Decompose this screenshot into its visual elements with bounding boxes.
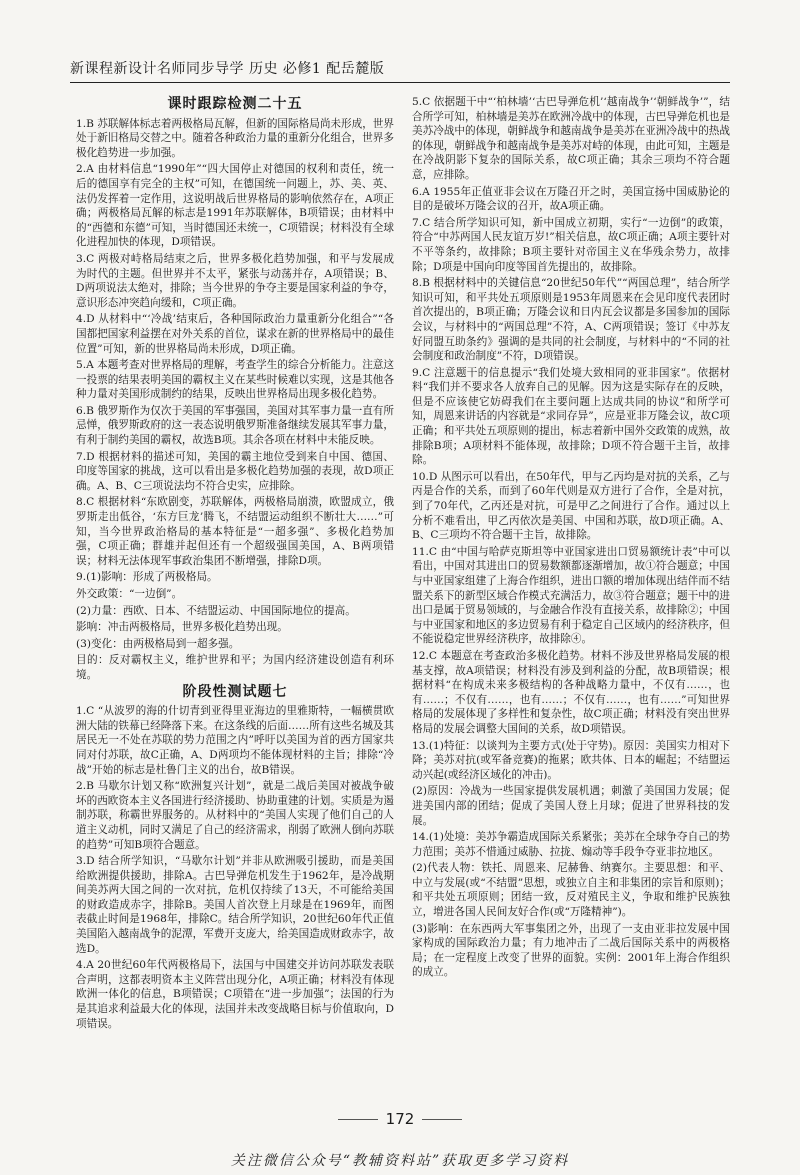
footer-note: 关注微信公众号“教辅资料站”获取更多学习资料 — [230, 1153, 570, 1169]
answer-item: 1.C “从波罗的海的什切青到亚得里亚海边的里雅斯特，一幅横贯欧洲大陆的铁幕已经降落下来。在这条线的后面……所有这些名城及其居民无一不处在苏联的势力范围之内”呼吁以美国为首的西方国家共同对付苏联，故C正确，A、D两项均不能体现材料的主旨；排除“冷战”开始的标志是杜鲁门主义的出台，故B错误。 — [76, 705, 394, 776]
page-number — [0, 1110, 800, 1128]
answer-item: 外交政策：“一边倒”。 — [76, 588, 183, 600]
answer-item: 3.C 两极对峙格局结束之后，世界多极化趋势加强，和平与发展成为时代的主题。但世界并不太平，紧张与动荡并存，A项错误；B、D两项说法太绝对，排除；当今世界的争夺主要是国家利益的争夺，意识形态冲突趋向缓和，C项正确。 — [76, 252, 394, 309]
page-number-dash-left — [338, 1119, 378, 1120]
answer-item: (3)影响：在东西两大军事集团之外，出现了一支由亚非拉发展中国家构成的国际政治力量；有力地冲击了二战后国际关系中的两极格局；在一定程度上改变了世界的面貌。实例：2001年上海合作组织的成立。 — [412, 922, 730, 979]
page-number-dash-right — [422, 1119, 462, 1120]
answer-item: 影响：冲击两极格局，世界多极化趋势出现。 — [76, 621, 288, 634]
answer-item: 4.D 从材料中“‘冷战’结束后，各种国际政治力量重新分化组合”“各国都把国家利益摆在对外关系的首位，谋求在新的世界格局中的最佳位置”可知，新的世界格局尚未形成，D项正确。 — [76, 313, 394, 355]
answer-item: (2)力量：西欧、日本、不结盟运动、中国国际地位的提高。 — [76, 604, 356, 617]
answer-item: 5.A 本题考查对世界格局的理解，考查学生的综合分析能力。注意这一投票的结果表明美国的霸权主义在某些时候难以实现，这是其他各种力量对美国形成制约的结果，反映出世界格局出现多极化趋势。 — [76, 359, 394, 401]
answer-item: 8.B 根据材料中的关键信息“20世纪50年代”“两国总理”，结合所学知识可知，和平共处五项原则是1953年周恩来在会见印度代表团时首次提出的，B项正确；万隆会议和日内瓦会议都是多国参加的国际会议，与材料中的“两国总理”不符，A、C两项错误；签订《中苏友好同盟互助条约》强调的是共同的社会制度，与材料中的“不同的社会制度和政治制度”不符，D项错误。 — [412, 277, 730, 363]
section-title-2: 阶段性测试题七 — [182, 683, 288, 700]
answer-item: 5.C 依据题干中“‘柏林墙’‘古巴导弹危机’‘越南战争’‘朝鲜战争’”，结合所学可知，柏林墙是美苏在欧洲冷战中的体现，古巴导弹危机也是美苏冷战中的体现，朝鲜战争和越南战争是美苏在亚洲冷战中的热战的体现，朝鲜战争和越南战争是美苏对峙的体现，由此可知，主题是在冷战阴影下复杂的国际关系，故C项正确；其余三项均不符合题意，应排除。 — [412, 96, 730, 181]
answer-item: 2.B 马歇尔计划又称“欧洲复兴计划”，就是二战后美国对被战争破坏的西欧资本主义各国进行经济援助、协助重建的计划。实质是为遏制苏联，称霸世界服务的。从材料中的“美国人实现了他们自己的人道主义动机，同时又满足了自己的经济需求，削弱了欧洲人倒向苏联的趋势”可知B项符合题意。 — [76, 780, 394, 851]
answer-item: 7.D 根据材料的描述可知，美国的霸主地位受到来自中国、德国、印度等国家的挑战，这可以看出是多极化趋势加强的表现，故D项正确。A、B、C三项说法均不符合史实，应排除。 — [76, 450, 394, 492]
answer-item: 14.(1)处境：美苏争霸造成国际关系紧张；美苏在全球争夺自己的势力范围；美苏不惜通过威胁、拉拢、煽动等手段争夺亚非拉地区。 — [412, 831, 730, 858]
answer-item: 13.(1)特征：以谈判为主要方式(处于守势)。原因：美国实力相对下降；美苏对抗(或军备竞赛)的拖累；欧共体、日本的崛起；不结盟运动兴起(或经济区域化的冲击)。 — [412, 739, 730, 781]
answer-item: (3)变化：由两极格局到一超多强。 — [76, 637, 240, 650]
page-header — [70, 58, 730, 83]
answer-item: 10.D 从图示可以看出，在50年代，甲与乙丙均是对抗的关系，乙与丙是合作的关系，而到了60年代则是双方进行了合作，全是对抗，到了70年代，乙丙还是对抗，可是甲乙之间进行了合作。通过以上分析不难看出，甲乙丙依次是美国、中国和苏联，故D项正确。A、B、C三项均不符合题干主旨，故排除。 — [412, 470, 730, 542]
section-title-1: 课时跟踪检测二十五 — [167, 96, 303, 112]
page-number-text: 172 — [385, 1110, 415, 1128]
answer-item: 6.A 1955年正值亚非会议在万隆召开之时，美国宣扬中国威胁论的目的是破坏万隆会议的召开，故A项正确。 — [412, 185, 730, 213]
answer-item: 12.C 本题意在考查政治多极化趋势。材料不涉及世界格局发展的根基支撑，故A项错误；材料没有涉及到利益的分配，故B项错误；根据材料“在构成未来多极结构的各种战略力量中，不仅有……，也有……；不仅有……，也有……；不仅有……，也有……”可知世界格局的发展体现了多样性和复杂性，故C项正确；材料没有突出世界格局的发展会调整大国间的关系，故D项错误。 — [412, 649, 730, 735]
answer-item: 4.A 20世纪60年代两极格局下，法国与中国建交并访问苏联发表联合声明，这都表明资本主义阵营出现分化，A项正确；材料没有体现欧洲一体化的信息，B项错误；C项错在“进一步加强”；法国的行为是其追求利益最大化的体现，法国并未改变战略目标与价值取向，D项错误。 — [76, 959, 394, 1030]
answer-item: 9.C 注意题干的信息提示“我们处境大致相同的亚非国家”。依据材料“我们并不要求各人放弃自己的见解。因为这是实际存在的反映，但是不应该使它妨碍我们在主要问题上达成共同的协议”和所学可知，周恩来讲话的内容就是“求同存异”，应是亚非万隆会议，故C项正确；和平共处五项原则的提出，标志着新中国外交政策的成熟，故排除B项；A项材料不能体现，故排除；D项不符合题干主旨，故排除。 — [412, 366, 730, 467]
header-title: 新课程新设计名师同步导学 历史 必修1 配岳麓版 — [70, 61, 385, 77]
answer-item: 7.C 结合所学知识可知，新中国成立初期，实行“一边倒”的政策，符合“中苏两国人民友谊万岁!”相关信息，故C项正确；A项主要针对不平等条约，故排除；B项主要针对帝国主义在华残余势力，故排除；D项是中国向印度等国首先提出的，故排除。 — [412, 216, 730, 273]
answer-item: 11.C 由“中国与哈萨克斯坦等中亚国家进出口贸易额统计表”中可以看出，中国对其进出口的贸易数额都逐渐增加，故①符合题意；中国与中亚国家组建了上海合作组织，进出口额的增加体现出结伴而不结盟关系下的新型区域合作模式充满活力，故③符合题意；题干中的进出口是属于贸易领域的，与金融合作没有直接关系，故排除②；中国与中亚国家和地区的多边贸易有利于稳定自己区域内的经济秩序，但不能说稳定世界经济秩序，故排除④。 — [412, 545, 730, 646]
answer-item: 3.D 结合所学知识，“马歇尔计划”并非从欧洲吸引援助，而是美国给欧洲提供援助，排除A。古巴导弹危机发生于1962年，是冷战期间美苏两大国之间的一次对抗，危机仅持续了13天，不可能给美国的财政造成赤字，排除B。美国人首次登上月球是在1969年，而图表截止时间是1968年，排除C。结合所学知识，20世纪60年代正值美国陷入越南战争的泥潭，军费开支庞大，给美国造成财政赤字，故选D。 — [76, 855, 394, 955]
answer-item: 2.A 由材料信息“1990年”“四大国停止对德国的权利和责任，统一后的德国享有完全的主权”可知，在德国统一问题上，苏、美、英、法仍发挥着一定作用，这说明战后世界格局的影响依然存在，A项正确；两极格局瓦解的标志是1991年苏联解体，B项错误；由材料中的“西德和东德”可知，当时德国还未统一，C项错误；材料没有全球化进程加快的体现，D项错误。 — [76, 163, 394, 249]
answer-item: 6.B 俄罗斯作为仅次于美国的军事强国，美国对其军事力量一直有所忌惮，俄罗斯政府的这一表态说明俄罗斯准备继续发展其军事力量，有利于制约美国的霸权，故选B项。其余各项在材料中未能反映。 — [76, 404, 394, 447]
answer-item: (2)原因：冷战为一些国家提供发展机遇；刺激了美国国力发展；促进美国内部的团结；促成了美国人登上月球；促进了世界科技的发展。 — [412, 785, 730, 827]
answer-item: 8.C 根据材料“东欧剧变，苏联解体，两极格局崩溃，欧盟成立，俄罗斯走出低谷，‘东方巨龙’腾飞，不结盟运动组织不断壮大……”可知，当今世界政治格局的基本特征是“一超多强”、多极化趋势加强，C项正确；群雄并起但还有一个超级强国美国，A、B两项错误；材料无法体现军事政治集团不断增强，排除D项。 — [76, 496, 394, 567]
left-column — [76, 95, 394, 1033]
answer-list-2 — [76, 704, 394, 1031]
answer-list-1 — [76, 117, 394, 683]
answer-item: 9.(1)影响：形成了两极格局。 — [76, 571, 218, 584]
answer-item: 目的：反对霸权主义，维护世界和平；为国内经济建设创造有利环境。 — [76, 654, 394, 681]
answer-item: (2)代表人物：铁托、周恩来、尼赫鲁、纳赛尔。主要思想：和平、中立与发展(或“不结盟”思想，或独立自主和非集团的宗旨和原则)；和平共处五项原则；团结一致，反对殖民主义，争取和维护民族独立，增进各国人民间友好合作(或“万隆精神”)。 — [412, 862, 730, 919]
answer-item: 1.B 苏联解体标志着两极格局瓦解，但新的国际格局尚未形成，世界处于新旧格局交替之中。随着各种政治力量的重新分化组合，世界多极化趋势进一步加强。 — [76, 117, 394, 159]
right-column — [412, 95, 730, 982]
